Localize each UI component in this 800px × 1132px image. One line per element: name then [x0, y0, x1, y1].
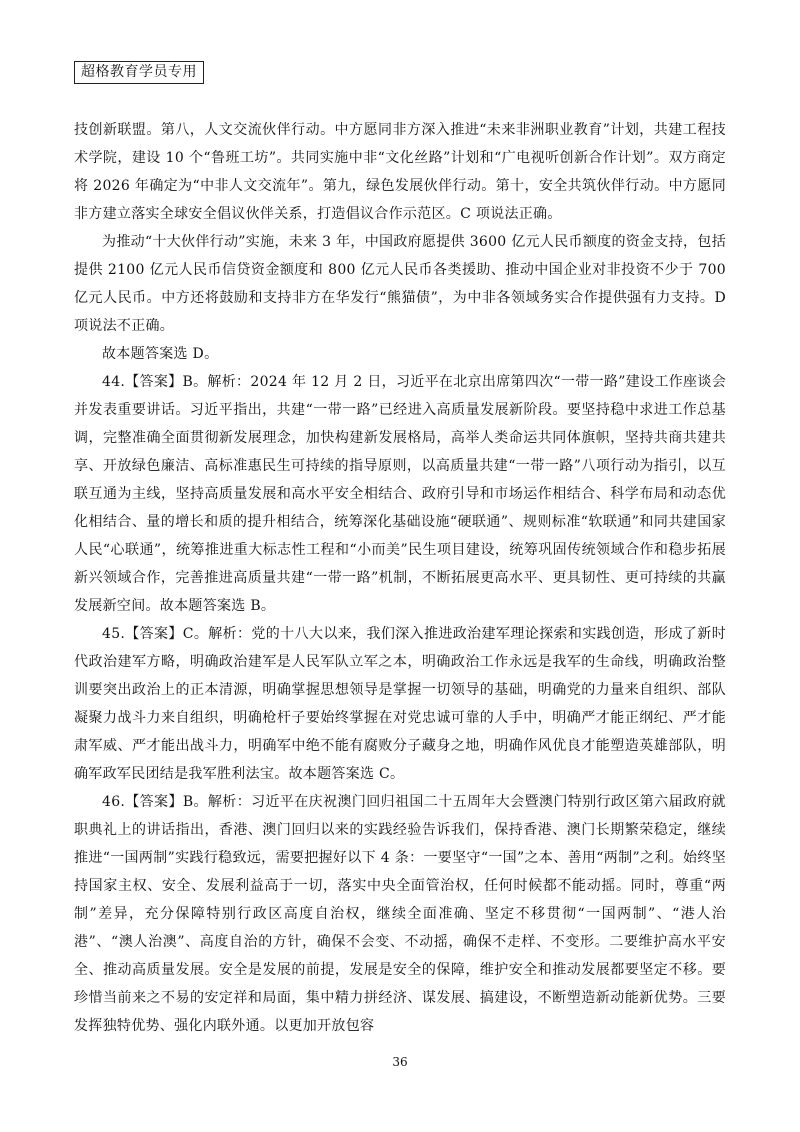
page-number: 36 — [392, 1055, 408, 1069]
paragraph-continuation: 技创新联盟。第八，人文交流伙伴行动。中方愿同非方深入推进“未来非洲职业教育”计划，共建工程技术学院，建设 10 个“鲁班工坊”。共同实施中非“文化丝路”计划和“广电视听创新合作计划”。双方商定将 2026 年确定为“中非人文交流年”。第九，绿色发展伙伴行动。第十，安全共筑伙伴行动。中方愿同非方建立落实全球安全倡议伙伴关系，打造倡议合作示范区。C 项说法正确。 — [74, 122, 726, 222]
paragraph-answer-43: 故本题答案选 D。 — [102, 346, 219, 362]
paragraph-question-45: 45.【答案】C。解析：党的十八大以来，我们深入推进政治建军理论探索和实践创造，形成了新时代政治建军方略，明确政治建军是人民军队立军之本，明确政治工作永远是我军的生命线，明确政治整训要突出政治上的正本清源，明确掌握思想领导是掌握一切领导的基础，明确党的力量来自组织、部队凝聚力战斗力来自组织，明确枪杆子要始终掌握在对党忠诚可靠的人手中，明确严才能正纲纪、严才能肃军威、严才能出战斗力，明确军中绝不能有腐败分子藏身之地，明确作风优良才能塑造英雄部队，明确军政军民团结是我军胜利法宝。故本题答案选 C。 — [74, 626, 726, 782]
header-watermark-label: 超格教育学员专用 — [74, 61, 204, 84]
paragraph-question-46: 46.【答案】B。解析：习近平在庆祝澳门回归祖国二十五周年大会暨澳门特别行政区第六届政府就职典礼上的讲话指出，香港、澳门回归以来的实践经验告诉我们，保持香港、澳门长期繁荣稳定，继续推进“一国两制”实践行稳致远，需要把握好以下 4 条：一要坚守“一国”之本、善用“两制”之利。始终坚持国家主权、安全、发展利益高于一切，落实中央全面管治权，任何时候都不能动摇。同时，尊重“两制”差异，充分保障特别行政区高度自治权，继续全面准确、坚定不移贯彻“一国两制”、“港人治港”、“澳人治澳”、高度自治的方针，确保不会变、不动摇，确保不走样、不变形。二要维护高水平安全、推动高质量发展。安全是发展的前提，发展是安全的保障，维护安全和推动发展都要坚定不移。要珍惜当前来之不易的安定祥和局面，集中精力拼经济、谋发展、搞建设，不断塑造新动能新优势。三要发挥独特优势、强化内联外通。以更加开放包容 — [74, 794, 726, 1034]
document-body — [74, 116, 726, 1040]
paragraph-funding: 为推动“十大伙伴行动”实施，未来 3 年，中国政府愿提供 3600 亿元人民币额度的资金支持，包括提供 2100 亿元人民币信贷资金额度和 800 亿元人民币各类援助、推动中国企业对非投资不少于 700 亿元人民币。中方还将鼓励和支持非方在华发行“熊猫债”，为中非各领域务实合作提供强有力支持。D 项说法不正确。 — [74, 234, 726, 334]
paragraph-question-44: 44.【答案】B。解析：2024 年 12 月 2 日，习近平在北京出席第四次“一带一路”建设工作座谈会并发表重要讲话。习近平指出，共建“一带一路”已经进入高质量发展新阶段。要坚持稳中求进工作总基调，完整准确全面贯彻新发展理念，加快构建新发展格局，高举人类命运共同体旗帜，坚持共商共建共享、开放绿色廉洁、高标准惠民生可持续的指导原则，以高质量共建“一带一路”八项行动为指引，以互联互通为主线，坚持高质量发展和高水平安全相结合、政府引导和市场运作相结合、科学布局和动态优化相结合、量的增长和质的提升相结合，统筹深化基础设施“硬联通”、规则标准“软联通”和同共建国家人民“心联通”，统筹推进重大标志性工程和“小而美”民生项目建设，统筹巩固传统领域合作和稳步拓展新兴领域合作，完善推进高质量共建“一带一路”机制，不断拓展更高水平、更具韧性、更可持续的共赢发展新空间。故本题答案选 B。 — [74, 374, 726, 614]
